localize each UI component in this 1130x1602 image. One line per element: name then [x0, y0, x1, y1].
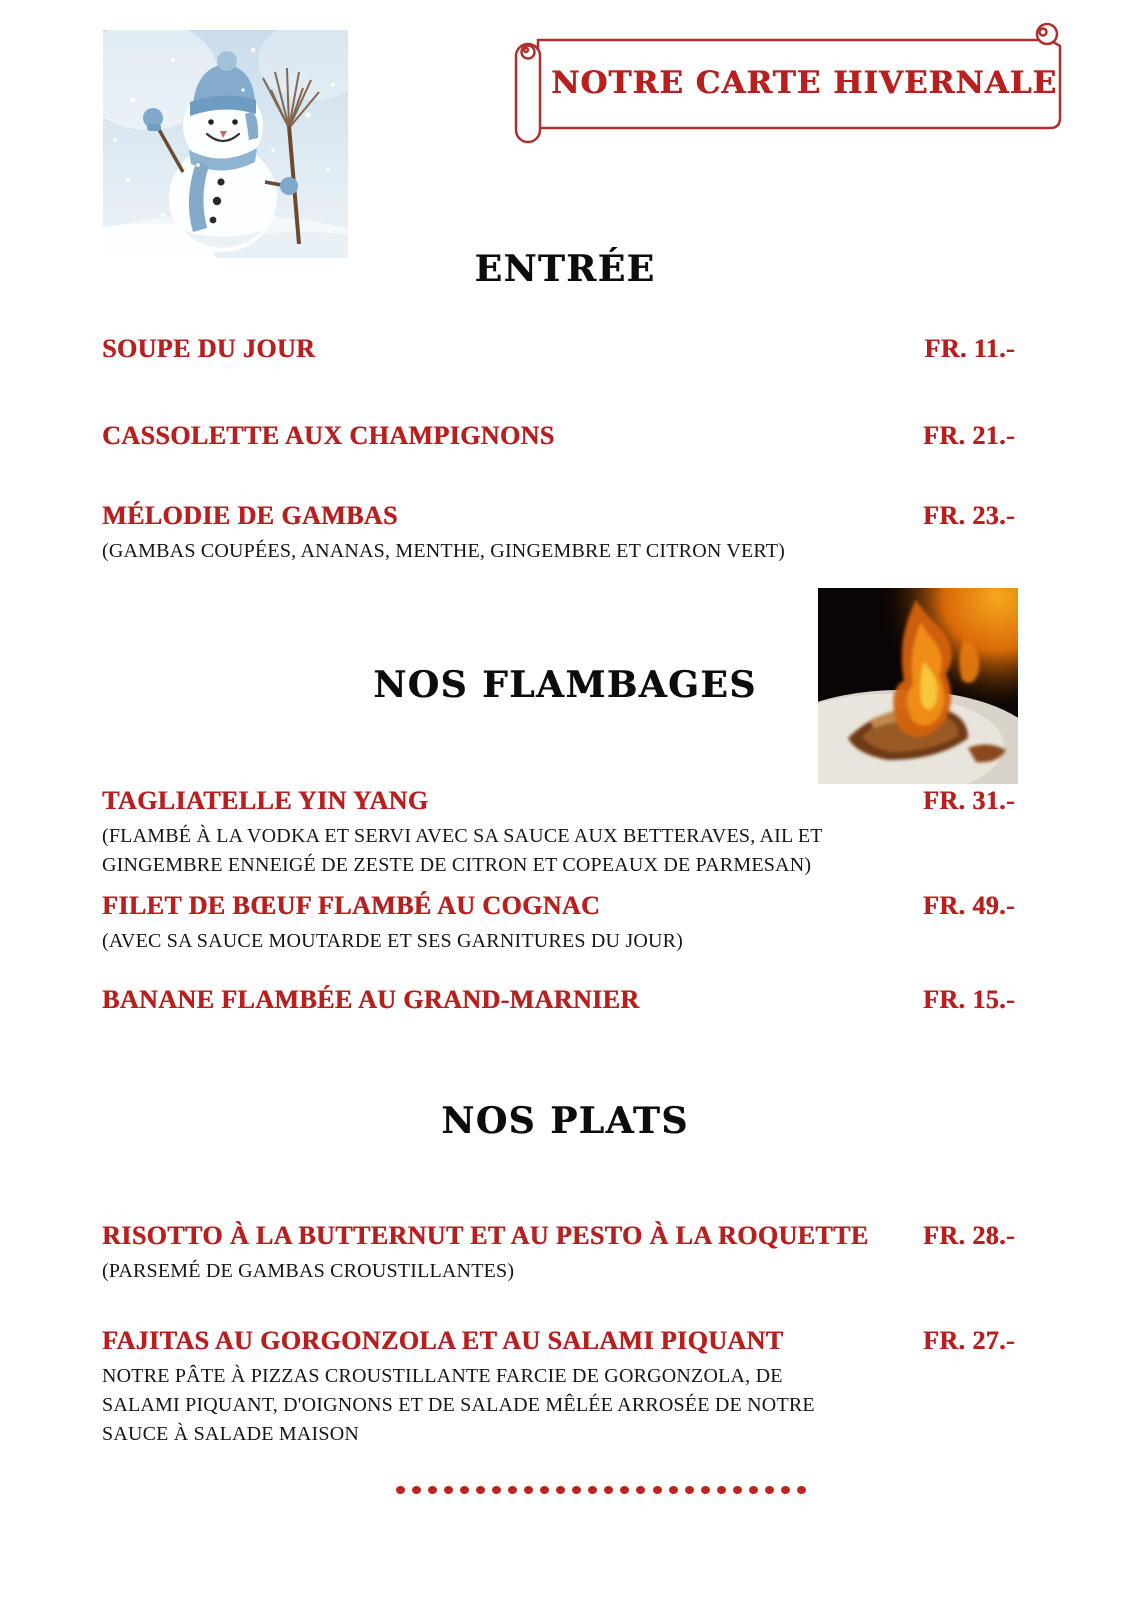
menu-item-banane-flambee	[102, 985, 1015, 1015]
menu-item-melodie-de-gambas	[102, 501, 1015, 566]
dot	[588, 1486, 597, 1494]
item-name: FAJITAS AU GORGONZOLA ET AU SALAMI PIQUANT	[102, 1326, 784, 1355]
dot	[781, 1486, 790, 1494]
dot	[476, 1486, 485, 1494]
item-description: (FLAMBÉ À LA VODKA ET SERVI AVEC SA SAUCE AUX BETTERAVES, AIL ET GINGEMBRE ENNEIGÉ DE ZESTE DE CITRON ET COPEAUX DE PARMESAN)	[102, 825, 823, 876]
item-description: (GAMBAS COUPÉES, ANANAS, MENTHE, GINGEMBRE ET CITRON VERT)	[102, 540, 786, 562]
item-price: FR. 27.-	[922, 1326, 1015, 1355]
dot	[653, 1486, 662, 1494]
dot	[572, 1486, 581, 1494]
menu-item-filet-de-boeuf	[102, 891, 1015, 956]
item-description: (PARSEMÉ DE GAMBAS CROUSTILLANTES)	[102, 1260, 515, 1282]
item-price: FR. 49.-	[922, 891, 1015, 920]
dot	[797, 1486, 806, 1494]
item-name: CASSOLETTE AUX CHAMPIGNONS	[102, 421, 555, 450]
dot	[556, 1486, 565, 1494]
dot	[669, 1486, 678, 1494]
dot	[717, 1486, 726, 1494]
dots-separator	[396, 1486, 806, 1494]
dot	[749, 1486, 758, 1494]
title-banner	[514, 22, 1064, 144]
item-description: (AVEC SA SAUCE MOUTARDE ET SES GARNITURES DU JOUR)	[102, 930, 684, 952]
section-heading-plats: NOS PLATS	[441, 1100, 689, 1142]
menu-item-tagliatelle	[102, 786, 1015, 880]
dot	[396, 1486, 405, 1494]
menu-title: NOTRE CARTE HIVERNALE	[550, 65, 1058, 101]
item-description: NOTRE PÂTE À PIZZAS CROUSTILLANTE FARCIE DE GORGONZOLA, DE SALAMI PIQUANT, D'OIGNONS ET DE SALADE MÊLÉE ARROSÉE DE NOTRE SAUCE À SALADE MAISON	[102, 1365, 815, 1445]
dot	[540, 1486, 549, 1494]
menu-item-fajitas	[102, 1326, 1015, 1449]
menu-item-risotto	[102, 1221, 1015, 1286]
item-name: TAGLIATELLE YIN YANG	[102, 786, 429, 815]
dot	[685, 1486, 694, 1494]
dot	[508, 1486, 517, 1494]
dot	[492, 1486, 501, 1494]
dot	[765, 1486, 774, 1494]
item-name: RISOTTO À LA BUTTERNUT ET AU PESTO À LA ROQUETTE	[102, 1221, 869, 1250]
dot	[524, 1486, 533, 1494]
menu-item-soupe-du-jour	[102, 334, 1015, 364]
dot	[733, 1486, 742, 1494]
item-price: FR. 21.-	[922, 421, 1015, 450]
dot	[701, 1486, 710, 1494]
item-price: FR. 23.-	[922, 501, 1015, 530]
item-price: FR. 15.-	[922, 985, 1015, 1014]
item-price: FR. 28.-	[922, 1221, 1015, 1250]
dot	[444, 1486, 453, 1494]
menu-item-cassolette	[102, 421, 1015, 451]
item-price: FR. 31.-	[922, 786, 1015, 815]
item-name: MÉLODIE DE GAMBAS	[102, 501, 398, 530]
section-heading-flambages: NOS FLAMBAGES	[373, 664, 757, 706]
item-name: FILET DE BŒUF FLAMBÉ AU COGNAC	[102, 891, 601, 920]
dot	[604, 1486, 613, 1494]
dot	[620, 1486, 629, 1494]
item-name: BANANE FLAMBÉE AU GRAND-MARNIER	[102, 985, 640, 1014]
dot	[428, 1486, 437, 1494]
snowman-photo	[103, 30, 348, 258]
dot	[636, 1486, 645, 1494]
item-price: FR. 11.-	[924, 334, 1015, 363]
section-heading-entree: ENTRÉE	[474, 248, 656, 290]
item-name: SOUPE DU JOUR	[102, 334, 316, 363]
snowman-illustration	[103, 30, 348, 258]
dot	[412, 1486, 421, 1494]
dot	[460, 1486, 469, 1494]
